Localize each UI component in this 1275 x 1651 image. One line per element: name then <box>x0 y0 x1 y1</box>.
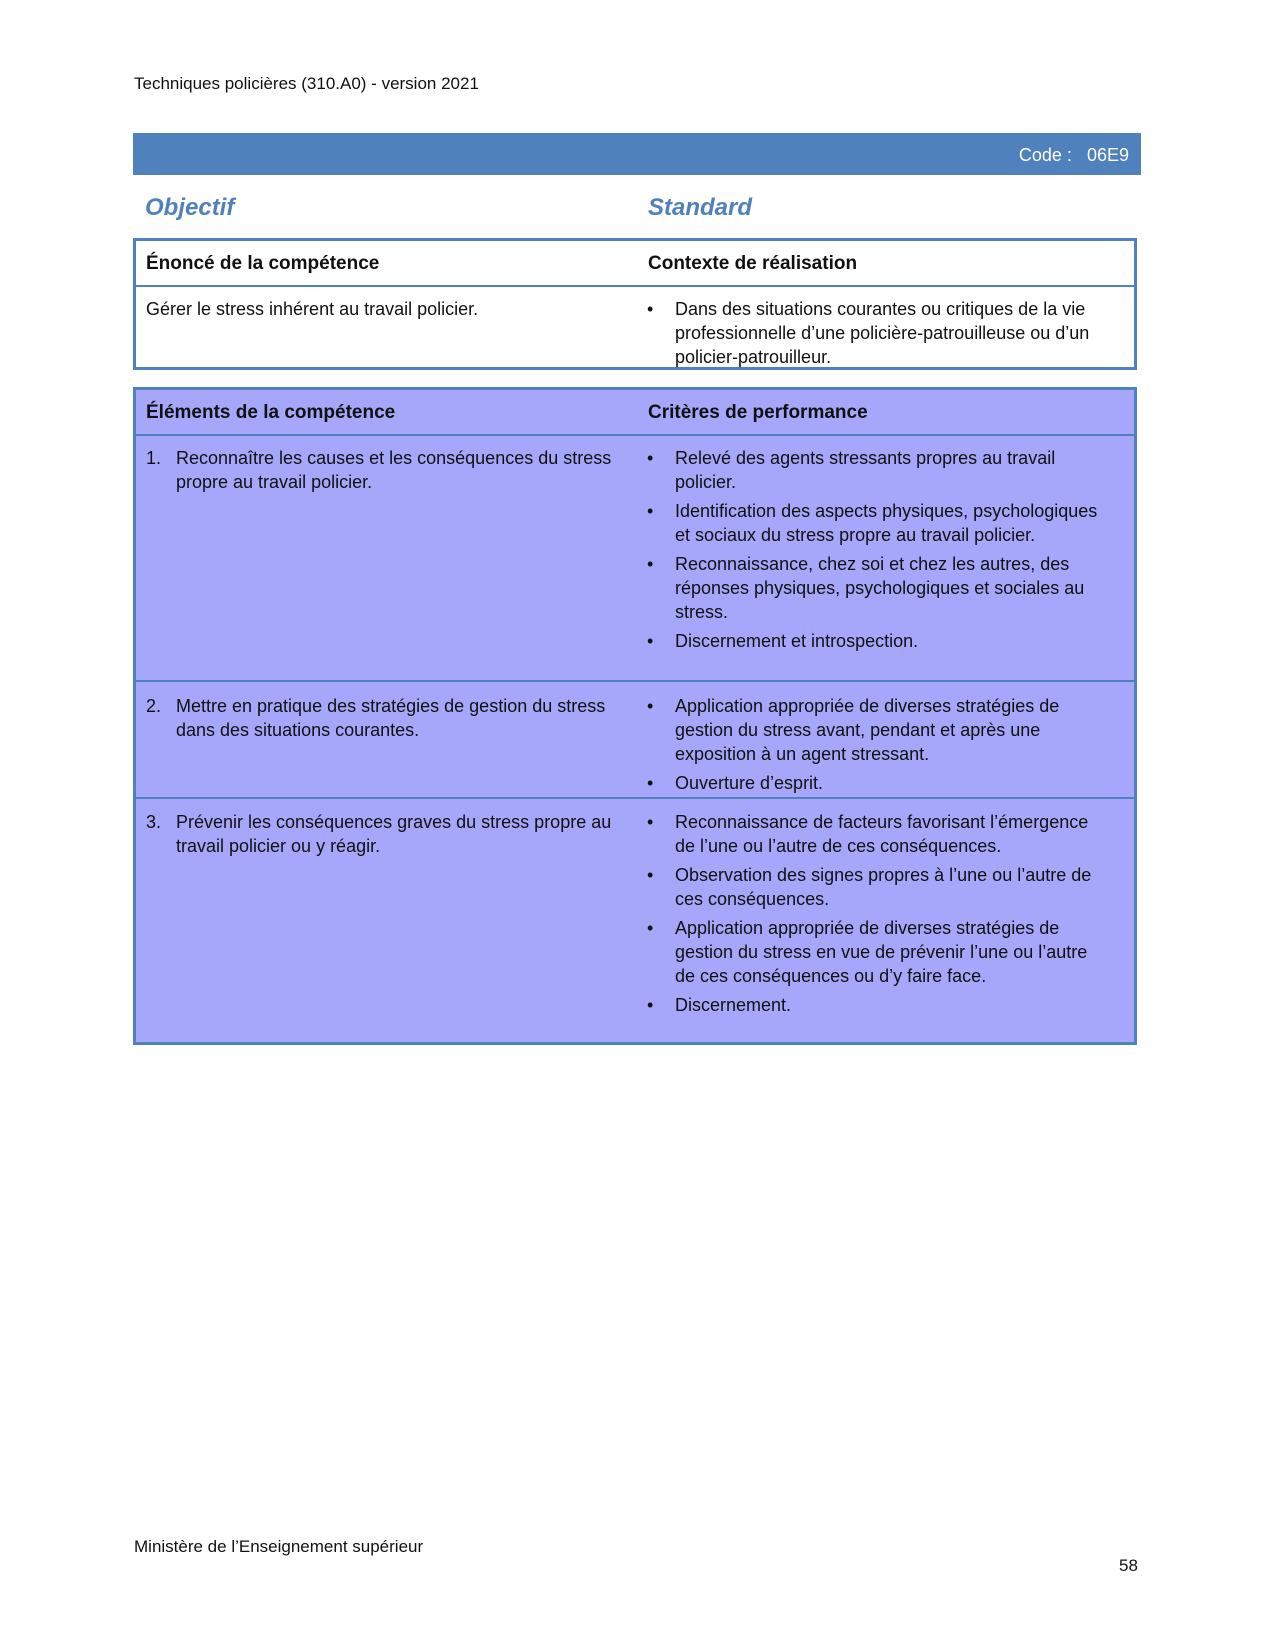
document-header: Techniques policières (310.A0) - version 2021 <box>134 74 479 93</box>
element-number: 3. <box>146 812 162 832</box>
list-item: • Discernement et introspection. <box>645 629 1100 653</box>
element-text: Reconnaître les causes et les conséquences du stress propre au travail policier. <box>176 448 612 492</box>
code-label: Code : <box>1018 145 1072 165</box>
elements-criteria-table <box>133 387 1137 1045</box>
objective-heading: Objectif <box>145 194 235 221</box>
list-item: • Reconnaissance, chez soi et chez les autres, des réponses physiques, psychologiques et sociales au stress. <box>645 552 1100 624</box>
list-item: • Application appropriée de diverses stratégies de gestion du stress avant, pendant et après une exposition à un agent stressant. <box>645 694 1100 766</box>
element-text: Mettre en pratique des stratégies de gestion du stress dans des situations courantes. <box>176 696 606 740</box>
list-item: • Dans des situations courantes ou critiques de la vie professionnelle d’une policière-patrouilleuse ou d’un policier-patrouilleur. <box>645 297 1100 369</box>
list-item: • Reconnaissance de facteurs favorisant l’émergence de l’une ou l’autre de ces conséquences. <box>645 810 1100 858</box>
competence-statement: Gérer le stress inhérent au travail policier. <box>146 299 479 319</box>
list-item: • Ouverture d’esprit. <box>645 771 1100 795</box>
element-item <box>146 810 646 858</box>
code-banner <box>133 133 1141 175</box>
row-divider <box>136 680 1134 682</box>
element-item <box>146 694 646 742</box>
criteria-list <box>645 694 1100 800</box>
standard-heading: Standard <box>648 194 753 221</box>
criteria-column-header: Critères de performance <box>648 402 868 423</box>
competency-code <box>1019 145 1129 166</box>
statement-column-header: Énoncé de la compétence <box>146 253 380 274</box>
footer-ministry: Ministère de l’Enseignement supérieur <box>134 1537 424 1556</box>
list-item: • Identification des aspects physiques, psychologiques et sociaux du stress propre au travail policier. <box>645 499 1100 547</box>
competence-statement-table <box>133 238 1137 370</box>
element-text: Prévenir les conséquences graves du stress propre au travail policier ou y réagir. <box>176 812 612 856</box>
criteria-list <box>645 810 1100 1022</box>
context-column-header: Contexte de réalisation <box>648 253 858 274</box>
element-item <box>146 446 646 494</box>
context-list <box>645 297 1100 374</box>
table-header-row <box>136 390 1134 436</box>
list-item: • Observation des signes propres à l’une ou l’autre de ces conséquences. <box>645 863 1100 911</box>
list-item: • Discernement. <box>645 993 1100 1017</box>
table-header-row <box>136 241 1134 287</box>
elements-column-header: Éléments de la compétence <box>146 402 396 423</box>
page-number: 58 <box>1119 1556 1138 1575</box>
row-divider <box>136 797 1134 799</box>
element-number: 1. <box>146 448 162 468</box>
list-item: • Application appropriée de diverses stratégies de gestion du stress en vue de prévenir l’une ou l’autre de ces conséquences ou d’y faire face. <box>645 916 1100 988</box>
code-value: 06E9 <box>1086 145 1129 165</box>
criteria-list <box>645 446 1100 658</box>
element-number: 2. <box>146 696 162 716</box>
list-item: • Relevé des agents stressants propres au travail policier. <box>645 446 1100 494</box>
